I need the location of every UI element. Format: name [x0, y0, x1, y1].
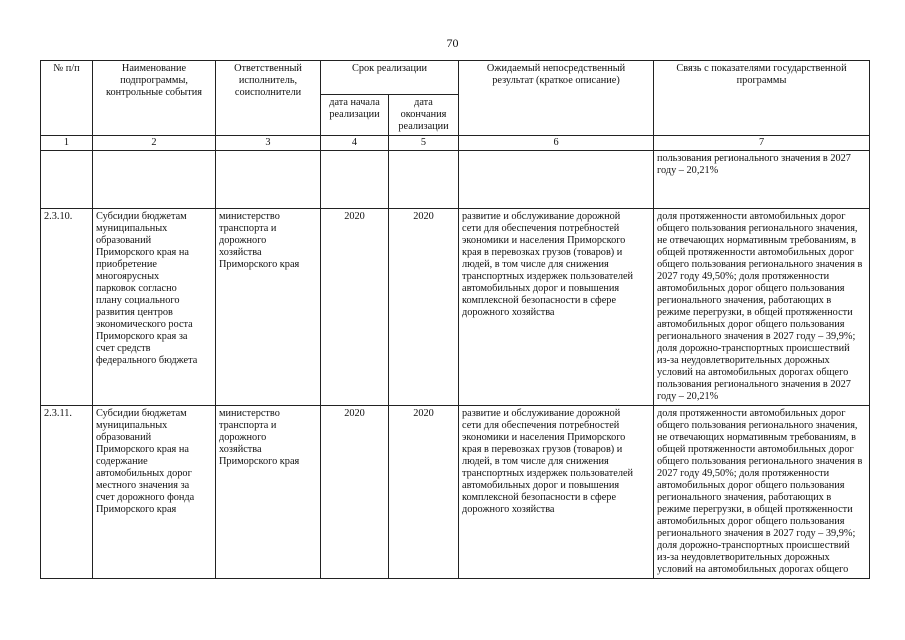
- column-number: 3: [216, 136, 321, 151]
- event-name: Субсидии бюджетам муниципальных образований Приморского края на содержание автомобильных дорог местного значения за счет дорожного фонда Приморского края: [93, 406, 216, 579]
- column-number: 5: [389, 136, 459, 151]
- header-period: Срок реализации: [321, 61, 459, 95]
- event-name: Субсидии бюджетам муниципальных образований Приморского края на приобретение многоярусных парковок согласно плану социального развития центров экономического роста Приморского края за счет средств федерального бюджета: [93, 209, 216, 406]
- column-numbers-row: [41, 136, 870, 151]
- table-row: [41, 406, 870, 579]
- table-row: [41, 209, 870, 406]
- column-number: 4: [321, 136, 389, 151]
- row-number: 2.3.10.: [41, 209, 93, 406]
- column-number: 2: [93, 136, 216, 151]
- end-date: 2020: [389, 406, 459, 579]
- row-number: 2.3.11.: [41, 406, 93, 579]
- header-executor: Ответственный исполнитель, соисполнители: [216, 61, 321, 136]
- header-name: Наименование подпрограммы, контрольные события: [93, 61, 216, 136]
- start-date: 2020: [321, 406, 389, 579]
- column-number: 7: [654, 136, 870, 151]
- executor: министерство транспорта и дорожного хозяйства Приморского края: [216, 406, 321, 579]
- header-num: № п/п: [41, 61, 93, 136]
- header-end-date: дата окончания реализации: [389, 95, 459, 136]
- column-number: 1: [41, 136, 93, 151]
- header-start-date: дата начала реализации: [321, 95, 389, 136]
- table-row-continuation: [41, 151, 870, 209]
- header-indicators: Связь с показателями государственной программы: [654, 61, 870, 136]
- header-result: Ожидаемый непосредственный результат (краткое описание): [459, 61, 654, 136]
- header-row-top: [41, 61, 870, 95]
- indicators-cell: пользования регионального значения в 2027 году – 20,21%: [654, 151, 870, 209]
- start-date: 2020: [321, 209, 389, 406]
- indicators-cell: доля протяженности автомобильных дорог общего пользования регионального значения, не отвечающих нормативным требованиям, в общей протяженности автомобильных дорог общего пользования регионального значения в 2027 году 49,50%; доля протяженности автомобильных дорог общего пользования регионального значения, работающих в режиме перегрузки, в общей протяженности автомобильных дорог общего пользования регионального значения в 2027 году – 39,9%; доля дорожно-транспортных происшествий из-за неудовлетворительных дорожных условий на автомобильных дорогах общего пользования регионального значения в 2027 году – 20,21%: [654, 209, 870, 406]
- page-number: 70: [446, 36, 459, 50]
- end-date: 2020: [389, 209, 459, 406]
- indicators-cell: доля протяженности автомобильных дорог общего пользования регионального значения, не отвечающих нормативным требованиям, в общей протяженности автомобильных дорог общего пользования регионального значения в 2027 году 49,50%; доля протяженности автомобильных дорог общего пользования регионального значения, работающих в режиме перегрузки, в общей протяженности автомобильных дорог общего пользования регионального значения в 2027 году – 39,9%; доля дорожно-транспортных происшествий из-за неудовлетворительных дорожных условий на автомобильных дорогах общего: [654, 406, 870, 579]
- column-number: 6: [459, 136, 654, 151]
- executor: министерство транспорта и дорожного хозяйства Приморского края: [216, 209, 321, 406]
- expected-result: развитие и обслуживание дорожной сети для обеспечения потребностей экономики и населения Приморского края в перевозках грузов (товаров) и людей, в том числе для снижения транспортных издержек пользователей автомобильных дорог и повышения комплексной безопасности в сфере дорожного хозяйства: [459, 209, 654, 406]
- expected-result: развитие и обслуживание дорожной сети для обеспечения потребностей экономики и населения Приморского края в перевозках грузов (товаров) и людей, в том числе для снижения транспортных издержек пользователей автомобильных дорог и повышения комплексной безопасности в сфере дорожного хозяйства: [459, 406, 654, 579]
- program-table: [40, 60, 870, 579]
